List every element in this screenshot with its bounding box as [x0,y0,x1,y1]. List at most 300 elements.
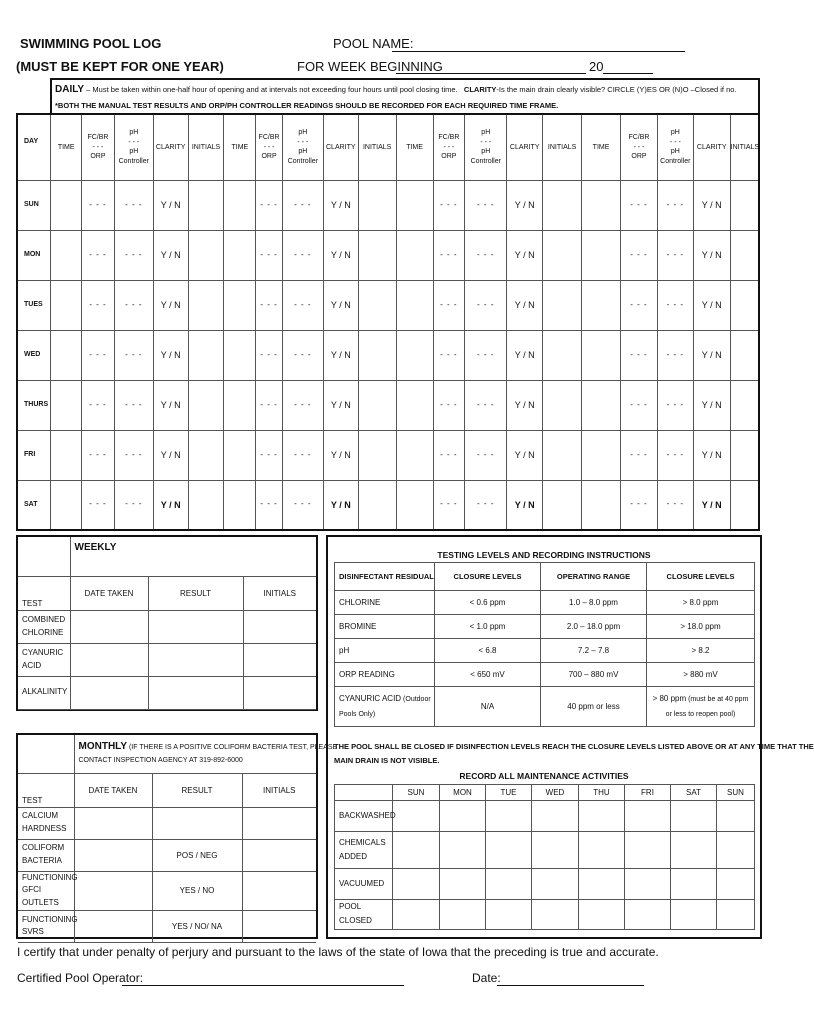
clarity-yn[interactable]: Y / N [323,430,358,480]
ph-cell[interactable]: - - - [282,280,323,330]
time-cell[interactable] [582,230,621,280]
monthly-date-cell[interactable] [74,807,152,839]
monthly-initials-cell[interactable] [242,871,316,910]
time-cell[interactable] [224,280,256,330]
initials-cell[interactable] [358,430,396,480]
time-cell[interactable] [582,180,621,230]
ph-cell[interactable]: - - - [282,180,323,230]
weekly-title: WEEKLY [70,537,316,576]
ph-cell[interactable]: - - - [657,480,693,530]
initials-cell[interactable] [358,330,396,380]
fc-orp-cell[interactable]: - - - [82,230,115,280]
time-cell[interactable] [396,330,433,380]
maint-check-cell[interactable] [393,900,440,930]
initials-cell[interactable] [543,480,582,530]
fc-orp-cell[interactable]: - - - [256,230,283,280]
clarity-yn[interactable]: Y / N [153,480,188,530]
initials-cell[interactable] [188,280,224,330]
initials-cell[interactable] [188,480,224,530]
maint-check-cell[interactable] [579,832,625,869]
monthly-date-cell[interactable] [74,839,152,871]
time-cell[interactable] [582,330,621,380]
maint-activity-label: VACUUMED [335,869,393,900]
monthly-result-cell[interactable]: POS / NEG [152,839,242,871]
weekly-col-date: DATE TAKEN [70,576,148,610]
fc-orp-cell[interactable]: - - - [256,480,283,530]
maint-check-cell[interactable] [440,832,486,869]
ph-cell[interactable]: - - - [657,280,693,330]
clarity-yn[interactable]: Y / N [693,330,730,380]
testing-header: DISINFECTANT RESIDUAL [335,563,435,591]
maint-check-cell[interactable] [486,832,532,869]
ph-cell[interactable]: - - - [465,430,507,480]
col-fc-orp: FC/BR - - - ORP [82,114,115,180]
maint-check-cell[interactable] [440,900,486,930]
certification-statement: I certify that under penalty of perjury and pursuant to the laws of the state of Iowa that the preceding is true and accurate. [17,945,659,959]
clarity-yn[interactable]: Y / N [693,280,730,330]
clarity-yn[interactable]: Y / N [153,330,188,380]
ph-cell[interactable]: - - - [114,180,153,230]
clarity-yn[interactable]: Y / N [507,280,543,330]
ph-cell[interactable]: - - - [282,330,323,380]
maint-check-cell[interactable] [393,832,440,869]
col-time: TIME [396,114,433,180]
ph-cell[interactable]: - - - [114,280,153,330]
monthly-result-cell[interactable]: YES / NO [152,871,242,910]
fc-orp-cell[interactable]: - - - [82,180,115,230]
initials-cell[interactable] [358,380,396,430]
initials-cell[interactable] [730,330,759,380]
monthly-initials-cell[interactable] [242,839,316,871]
clarity-yn[interactable]: Y / N [693,180,730,230]
clarity-yn[interactable]: Y / N [507,430,543,480]
ph-cell[interactable]: - - - [114,480,153,530]
weekly-result-cell[interactable] [148,643,243,676]
day-label: THURS [17,380,51,430]
ph-cell[interactable]: - - - [282,480,323,530]
weekly-result-cell[interactable] [148,676,243,709]
monthly-test-label: COLIFORM BACTERIA [18,839,74,871]
testing-title: TESTING LEVELS AND RECORDING INSTRUCTIONS [437,550,651,560]
monthly-result-cell[interactable]: YES / NO/ NA [152,910,242,942]
col-clarity: CLARITY [507,114,543,180]
time-cell[interactable] [396,430,433,480]
weekly-test-label: COMBINED CHLORINE [18,610,70,643]
form-subtitle: (MUST BE KEPT FOR ONE YEAR) [16,59,224,74]
maint-day-header: THU [579,785,625,801]
col-clarity: CLARITY [693,114,730,180]
ph-cell[interactable]: - - - [282,430,323,480]
week-beginning-label: FOR WEEK BEGINNING [297,59,443,74]
maint-day-header: FRI [625,785,671,801]
maint-day-header: WED [532,785,579,801]
clarity-yn[interactable]: Y / N [153,230,188,280]
closure-note: THE POOL SHALL BE CLOSED IF DISINFECTION LEVELS REACH THE CLOSURE LEVELS LISTED ABOVE OR AT ANY TIME THAT THE MAIN DRAIN IS NOT VISIBLE. [334,742,814,765]
weekly-initials-cell[interactable] [243,643,316,676]
time-cell[interactable] [51,480,82,530]
col-ph-controller: pH - - - pH Controller [282,114,323,180]
initials-cell[interactable] [358,480,396,530]
pool-name-field[interactable] [392,51,685,52]
fc-orp-cell[interactable]: - - - [256,380,283,430]
testing-row-label: CHLORINE [335,591,435,615]
operator-signature-field[interactable] [122,985,404,986]
initials-cell[interactable] [730,230,759,280]
fc-orp-cell[interactable]: - - - [82,430,115,480]
monthly-test-label: CALCIUM HARDNESS [18,807,74,839]
daily-row [17,330,759,380]
ph-cell[interactable]: - - - [657,330,693,380]
ph-cell[interactable]: - - - [465,230,507,280]
maint-check-cell[interactable] [579,801,625,832]
daily-row [17,480,759,530]
col-time: TIME [582,114,621,180]
clarity-yn[interactable]: Y / N [507,330,543,380]
maint-check-cell[interactable] [625,900,671,930]
clarity-yn[interactable]: Y / N [507,380,543,430]
time-cell[interactable] [51,180,82,230]
weekly-initials-cell[interactable] [243,676,316,709]
daily-log-table [16,113,760,531]
testing-row-label: BROMINE [335,615,435,639]
fc-orp-cell[interactable]: - - - [621,380,658,430]
time-cell[interactable] [224,330,256,380]
week-beginning-field[interactable] [396,73,586,74]
initials-cell[interactable] [188,380,224,430]
fc-orp-cell[interactable]: - - - [82,480,115,530]
initials-cell[interactable] [543,330,582,380]
maint-corner [335,785,393,801]
weekly-test-label: CYANURIC ACID [18,643,70,676]
form-title: SWIMMING POOL LOG [20,36,162,51]
clarity-yn[interactable]: Y / N [507,480,543,530]
clarity-yn[interactable]: Y / N [153,280,188,330]
maint-check-cell[interactable] [625,869,671,900]
weekly-test-label: ALKALINITY [18,676,70,709]
day-label: SAT [17,480,51,530]
fc-orp-cell[interactable]: - - - [433,180,465,230]
closure-high-value: > 8.0 ppm [647,591,755,615]
initials-cell[interactable] [543,280,582,330]
ph-cell[interactable]: - - - [657,180,693,230]
clarity-yn[interactable]: Y / N [153,380,188,430]
fc-orp-cell[interactable]: - - - [256,430,283,480]
monthly-table [18,735,338,943]
fc-orp-cell[interactable]: - - - [433,280,465,330]
day-label: MON [17,230,51,280]
ph-cell[interactable]: - - - [282,230,323,280]
col-time: TIME [224,114,256,180]
closure-low-value: < 650 mV [435,663,541,687]
monthly-test-label: FUNCTIONING GFCI OUTLETS [18,871,74,910]
time-cell[interactable] [51,380,82,430]
fc-orp-cell[interactable]: - - - [621,330,658,380]
time-cell[interactable] [582,430,621,480]
col-ph-controller: pH - - - pH Controller [465,114,507,180]
monthly-date-cell[interactable] [74,871,152,910]
weekly-col-result: RESULT [148,576,243,610]
time-cell[interactable] [396,180,433,230]
maint-check-cell[interactable] [486,801,532,832]
initials-cell[interactable] [730,380,759,430]
ph-cell[interactable]: - - - [465,280,507,330]
clarity-yn[interactable]: Y / N [507,180,543,230]
maint-check-cell[interactable] [625,832,671,869]
maint-check-cell[interactable] [579,900,625,930]
maint-check-cell[interactable] [532,832,579,869]
date-field[interactable] [497,985,644,986]
maint-check-cell[interactable] [625,801,671,832]
weekly-date-cell[interactable] [70,676,148,709]
operating-range-value: 7.2 – 7.8 [541,639,647,663]
testing-header: CLOSURE LEVELS [435,563,541,591]
maint-day-header: SAT [671,785,717,801]
ph-cell[interactable]: - - - [465,180,507,230]
monthly-initials-cell[interactable] [242,807,316,839]
ph-cell[interactable]: - - - [465,380,507,430]
closure-low-value: N/A [435,687,541,727]
operating-range-value: 700 – 880 mV [541,663,647,687]
fc-orp-cell[interactable]: - - - [433,330,465,380]
monthly-col-date: DATE TAKEN [74,773,152,807]
monthly-test-label: FUNCTIONING SVRS [18,910,74,942]
col-ph-controller: pH - - - pH Controller [114,114,153,180]
maint-check-cell[interactable] [579,869,625,900]
daily-row [17,230,759,280]
maint-check-cell[interactable] [671,801,717,832]
ph-cell[interactable]: - - - [114,330,153,380]
maint-activity-label: CHEMICALS ADDED [335,832,393,869]
fc-orp-cell[interactable]: - - - [433,480,465,530]
clarity-yn[interactable]: Y / N [153,430,188,480]
maint-day-header: SUN [717,785,755,801]
clarity-yn[interactable]: Y / N [323,330,358,380]
time-cell[interactable] [396,380,433,430]
initials-cell[interactable] [188,330,224,380]
clarity-yn[interactable]: Y / N [323,280,358,330]
ph-cell[interactable]: - - - [114,230,153,280]
col-fc-orp: FC/BR - - - ORP [621,114,658,180]
pool-name-label: POOL NAME: [333,36,414,51]
monthly-initials-cell[interactable] [242,910,316,942]
day-label: TUES [17,280,51,330]
initials-cell[interactable] [358,280,396,330]
weekly-result-cell[interactable] [148,610,243,643]
initials-cell[interactable] [543,230,582,280]
weekly-date-cell[interactable] [70,610,148,643]
initials-cell[interactable] [543,430,582,480]
col-time: TIME [51,114,82,180]
maintenance-table [334,784,755,930]
daily-row [17,430,759,480]
fc-orp-cell[interactable]: - - - [256,180,283,230]
col-ph-controller: pH - - - pH Controller [657,114,693,180]
testing-header: OPERATING RANGE [541,563,647,591]
year-field[interactable] [603,73,653,74]
operating-range-value: 40 ppm or less [541,687,647,727]
monthly-section [16,733,338,939]
maint-activity-label: POOL CLOSED [335,900,393,930]
col-day: DAY [17,114,51,180]
initials-cell[interactable] [188,180,224,230]
time-cell[interactable] [224,480,256,530]
time-cell[interactable] [396,230,433,280]
clarity-yn[interactable]: Y / N [693,480,730,530]
day-label: SUN [17,180,51,230]
ph-cell[interactable]: - - - [465,480,507,530]
ph-cell[interactable]: - - - [465,330,507,380]
monthly-col-test: TEST [18,773,74,807]
col-fc-orp: FC/BR - - - ORP [433,114,465,180]
maint-check-cell[interactable] [717,832,755,869]
fc-orp-cell[interactable]: - - - [433,380,465,430]
time-cell[interactable] [51,330,82,380]
testing-row-label: CYANURIC ACID (Outdoor Pools Only) [335,687,435,727]
maint-check-cell[interactable] [440,869,486,900]
operating-range-value: 1.0 – 8.0 ppm [541,591,647,615]
monthly-date-cell[interactable] [74,910,152,942]
clarity-yn[interactable]: Y / N [323,230,358,280]
testing-table [334,562,755,727]
initials-cell[interactable] [730,480,759,530]
initials-cell[interactable] [188,430,224,480]
clarity-yn[interactable]: Y / N [693,430,730,480]
monthly-col-initials: INITIALS [242,773,316,807]
initials-cell[interactable] [358,180,396,230]
fc-orp-cell[interactable]: - - - [82,330,115,380]
maint-check-cell[interactable] [671,832,717,869]
testing-section [326,535,814,939]
maint-check-cell[interactable] [532,869,579,900]
initials-cell[interactable] [358,230,396,280]
col-initials: INITIALS [543,114,582,180]
ph-cell[interactable]: - - - [114,380,153,430]
fc-orp-cell[interactable]: - - - [621,180,658,230]
time-cell[interactable] [224,380,256,430]
maint-day-header: TUE [486,785,532,801]
fc-orp-cell[interactable]: - - - [256,280,283,330]
weekly-initials-cell[interactable] [243,610,316,643]
closure-low-value: < 1.0 ppm [435,615,541,639]
maint-day-header: MON [440,785,486,801]
maint-check-cell[interactable] [671,900,717,930]
maint-check-cell[interactable] [486,869,532,900]
maint-check-cell[interactable] [717,801,755,832]
weekly-date-cell[interactable] [70,643,148,676]
monthly-col-result: RESULT [152,773,242,807]
closure-low-value: < 6.8 [435,639,541,663]
daily-row [17,380,759,430]
maint-check-cell[interactable] [717,900,755,930]
maint-check-cell[interactable] [440,801,486,832]
initials-cell[interactable] [188,230,224,280]
clarity-yn[interactable]: Y / N [153,180,188,230]
daily-row [17,280,759,330]
time-cell[interactable] [396,280,433,330]
day-label: FRI [17,430,51,480]
maint-check-cell[interactable] [393,869,440,900]
fc-orp-cell[interactable]: - - - [82,280,115,330]
ph-cell[interactable]: - - - [114,430,153,480]
year-prefix: 20 [589,59,604,74]
fc-orp-cell[interactable]: - - - [433,230,465,280]
time-cell[interactable] [224,430,256,480]
maint-day-header: SUN [393,785,440,801]
time-cell[interactable] [396,480,433,530]
time-cell[interactable] [582,480,621,530]
col-initials: INITIALS [188,114,224,180]
daily-instructions: DAILY – Must be taken within one-half hour of opening and at intervals not exceeding four hours until pool closing time. CLARITY-Is the main drain clearly visible? CIRCLE (Y)ES OR (N)O –Closed if no. [55,84,737,95]
time-cell[interactable] [224,230,256,280]
ph-cell[interactable]: - - - [657,230,693,280]
maint-check-cell[interactable] [532,900,579,930]
clarity-yn[interactable]: Y / N [693,230,730,280]
initials-cell[interactable] [730,430,759,480]
daily-instructions-box [50,78,760,114]
time-cell[interactable] [224,180,256,230]
closure-high-value: > 18.0 ppm [647,615,755,639]
maint-check-cell[interactable] [486,900,532,930]
maint-check-cell[interactable] [393,801,440,832]
ph-cell[interactable]: - - - [282,380,323,430]
ph-cell[interactable]: - - - [657,380,693,430]
maint-check-cell[interactable] [671,869,717,900]
initials-cell[interactable] [543,380,582,430]
clarity-yn[interactable]: Y / N [323,480,358,530]
fc-orp-cell[interactable]: - - - [433,430,465,480]
ph-cell[interactable]: - - - [657,430,693,480]
time-cell[interactable] [51,430,82,480]
fc-orp-cell[interactable]: - - - [621,280,658,330]
col-clarity: CLARITY [323,114,358,180]
clarity-yn[interactable]: Y / N [507,230,543,280]
monthly-result-cell[interactable] [152,807,242,839]
closure-high-value: > 880 mV [647,663,755,687]
clarity-yn[interactable]: Y / N [693,380,730,430]
day-label: WED [17,330,51,380]
col-initials: INITIALS [358,114,396,180]
maint-check-cell[interactable] [717,869,755,900]
weekly-col-test: TEST [18,576,70,610]
fc-orp-cell[interactable]: - - - [256,330,283,380]
time-cell[interactable] [582,380,621,430]
closure-high-value: > 8.2 [647,639,755,663]
time-cell[interactable] [51,230,82,280]
clarity-yn[interactable]: Y / N [323,180,358,230]
closure-low-value: < 0.6 ppm [435,591,541,615]
date-label: Date: [472,971,501,985]
monthly-title: MONTHLY (IF THERE IS A POSITIVE COLIFORM BACTERIA TEST, PLEASE CONTACT INSPECTION AGENCY AT 319-892-6000 [74,735,316,773]
fc-orp-cell[interactable]: - - - [621,430,658,480]
maint-check-cell[interactable] [532,801,579,832]
maint-activity-label: BACKWASHED [335,801,393,832]
initials-cell[interactable] [730,280,759,330]
operator-label: Certified Pool Operator: [17,971,144,985]
daily-row [17,180,759,230]
time-cell[interactable] [51,280,82,330]
weekly-section [16,535,318,711]
fc-orp-cell[interactable]: - - - [82,380,115,430]
initials-cell[interactable] [730,180,759,230]
initials-cell[interactable] [543,180,582,230]
clarity-yn[interactable]: Y / N [323,380,358,430]
daily-note: *BOTH THE MANUAL TEST RESULTS AND ORP/PH CONTROLLER READINGS SHOULD BE RECORDED FOR EACH REQUIRED TIME FRAME. [55,101,559,110]
time-cell[interactable] [582,280,621,330]
testing-header: CLOSURE LEVELS [647,563,755,591]
fc-orp-cell[interactable]: - - - [621,230,658,280]
fc-orp-cell[interactable]: - - - [621,480,658,530]
col-clarity: CLARITY [153,114,188,180]
